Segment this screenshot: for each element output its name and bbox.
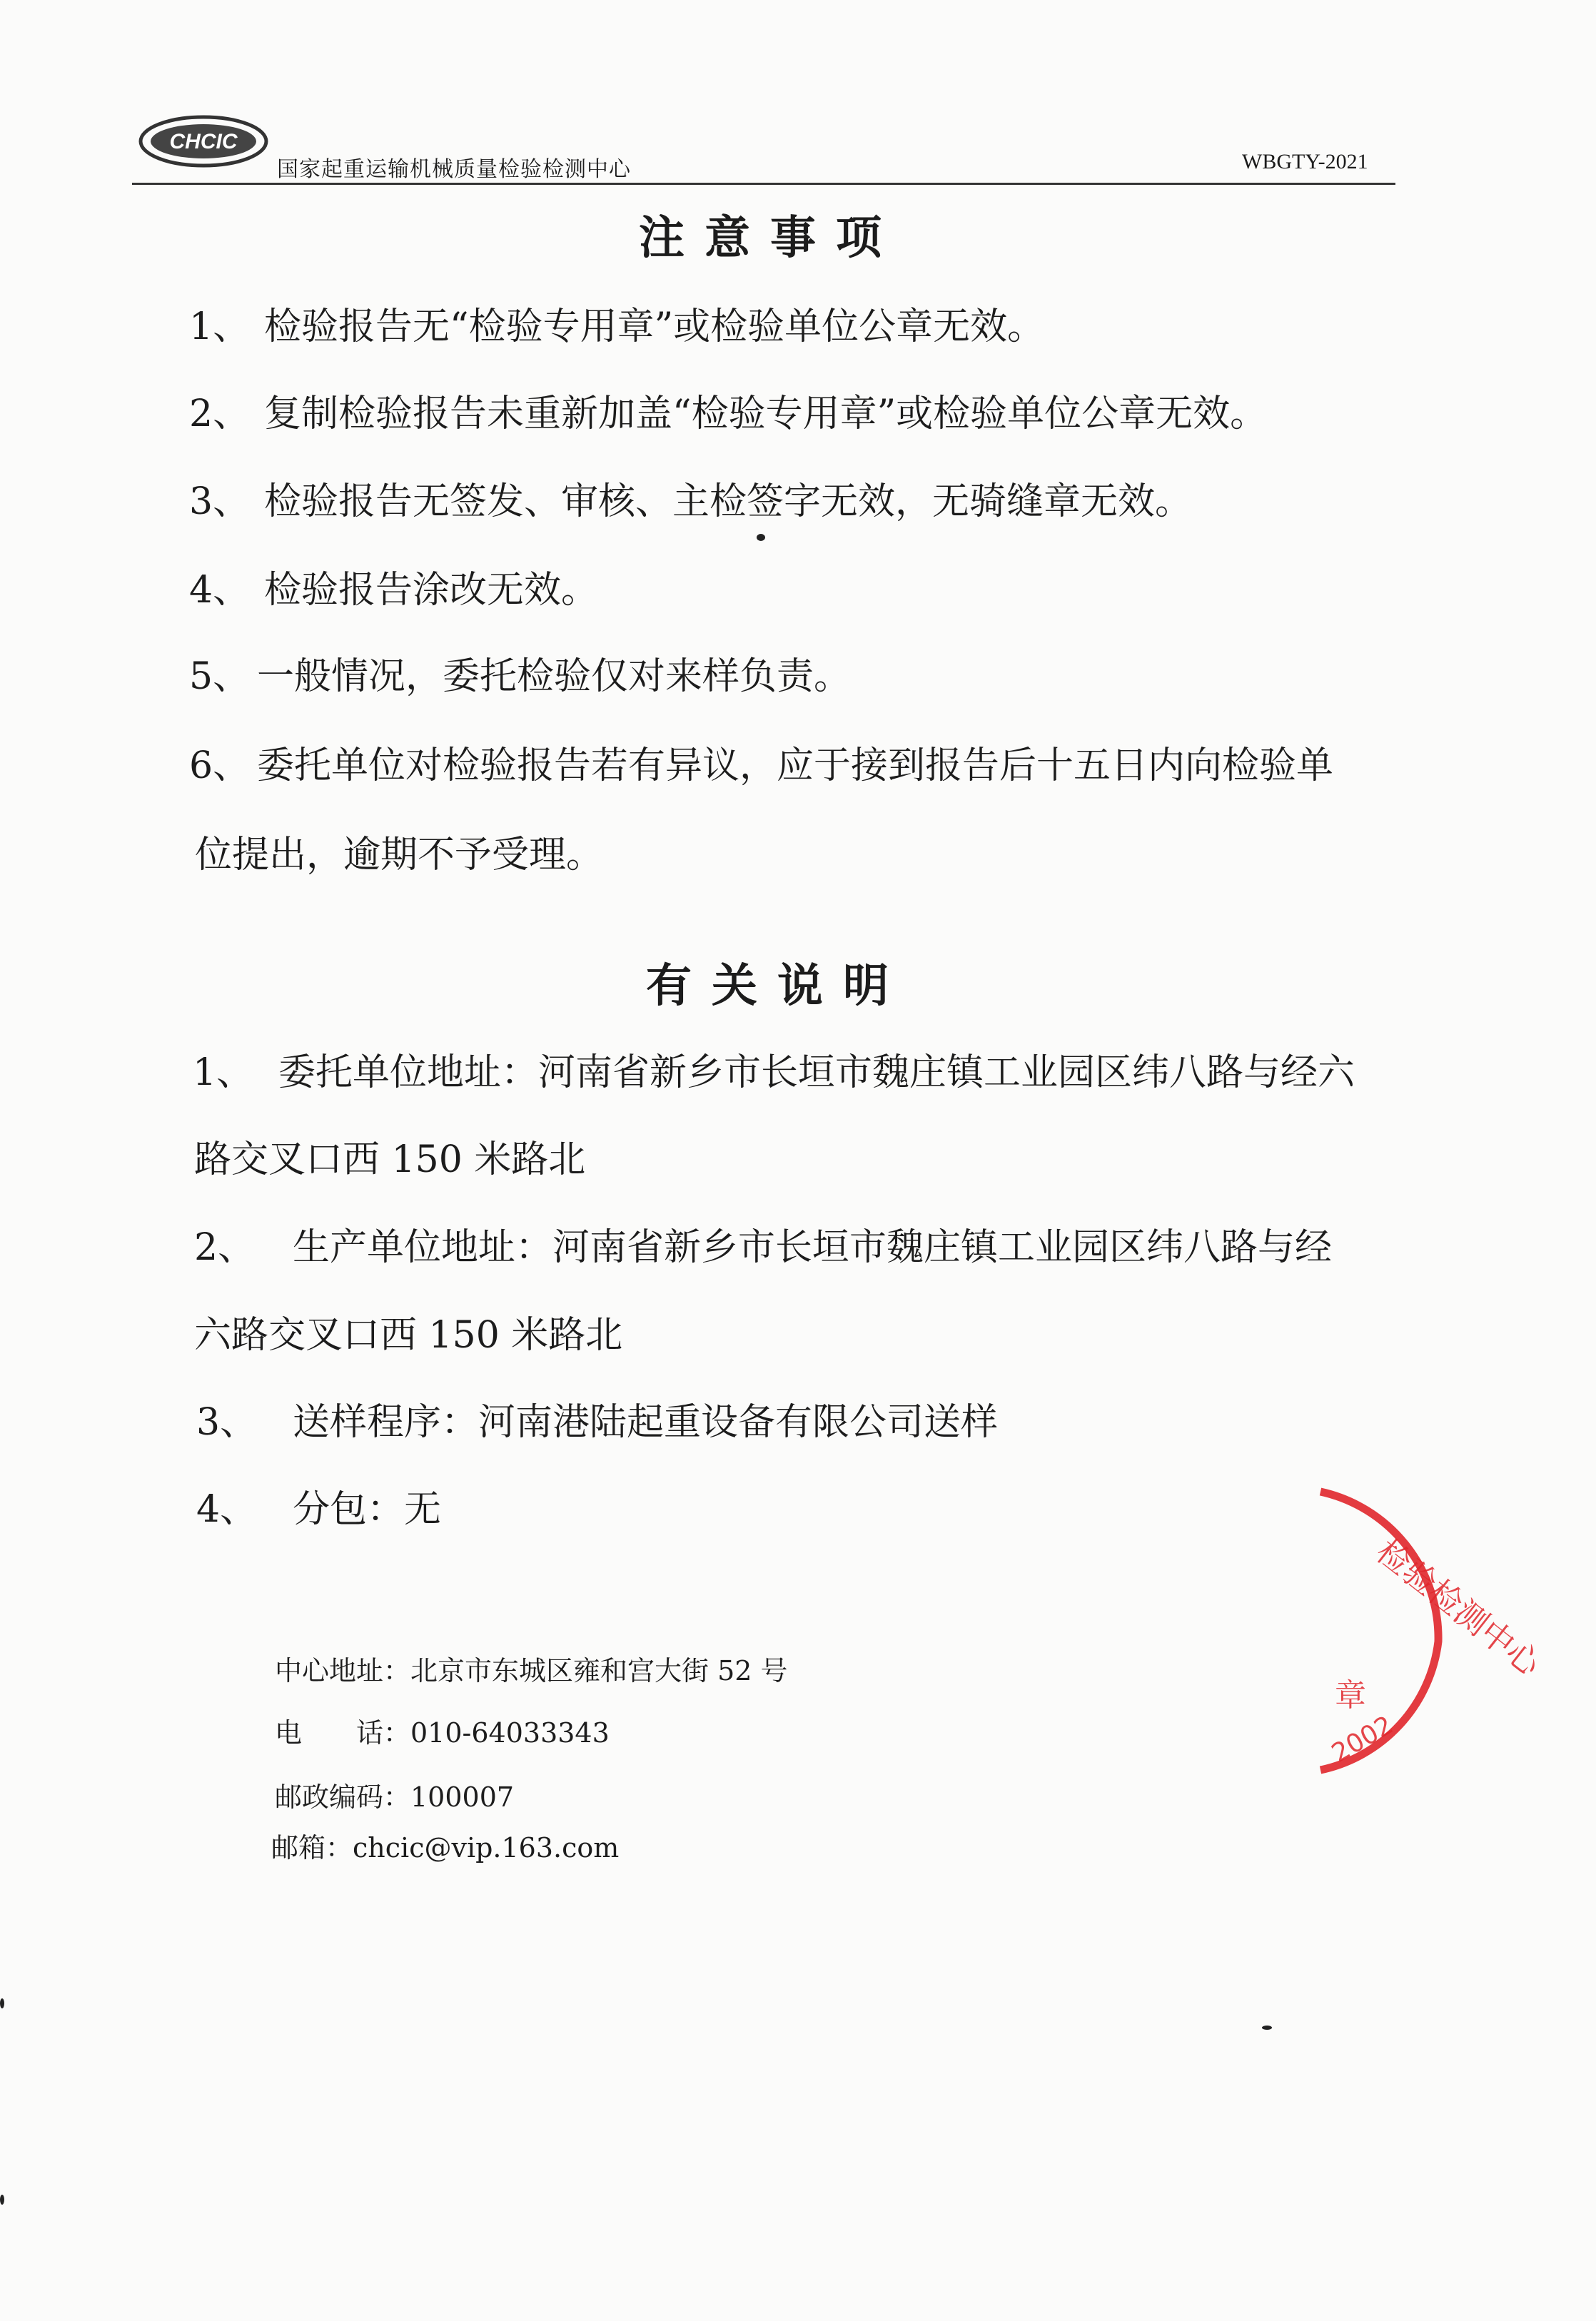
org-name: 国家起重运输机械质量检验检测中心 <box>277 157 631 182</box>
header-divider <box>132 183 1395 185</box>
seal-year: 2002 <box>1327 1710 1398 1769</box>
notice-text: 委托单位对检验报告若有异议，应于接到报告后十五日内向检验单 <box>257 744 1334 787</box>
explanation-text: 生产单位地址：河南省新乡市长垣市魏庄镇工业园区纬八路与经 <box>293 1226 1333 1269</box>
logo-text: CHCIC <box>169 130 238 153</box>
explanation-text-continued: 六路交叉口西 150 米路北 <box>194 1314 623 1357</box>
center-postcode: 邮政编码：100007 <box>275 1781 515 1813</box>
notice-text: 检验报告无签发、审核、主检签字无效，无骑缝章无效。 <box>264 480 1193 523</box>
explanation-number: 1、 <box>193 1051 254 1094</box>
scan-speck <box>0 2195 4 2205</box>
explanation-number: 4、 <box>196 1488 258 1531</box>
notice-number: 4、 <box>189 569 251 612</box>
official-seal <box>1306 1470 1548 1799</box>
explanation-text: 分包：无 <box>293 1488 442 1531</box>
notice-number: 5、 <box>189 655 251 698</box>
center-phone: 电 话：010-64033343 <box>275 1717 610 1749</box>
notice-text: 复制检验报告未重新加盖“检验专用章”或检验单位公章无效。 <box>264 393 1268 435</box>
center-address: 中心地址：北京市东城区雍和宫大街 52 号 <box>275 1655 788 1687</box>
explanation-text-continued: 路交叉口西 150 米路北 <box>194 1138 586 1181</box>
scan-speck <box>757 534 765 541</box>
seal-text: 检验检测中心 <box>1369 1532 1548 1684</box>
notice-text: 一般情况，委托检验仅对来样负责。 <box>257 655 852 698</box>
chcic-logo <box>136 111 271 183</box>
notice-number: 1、 <box>189 305 251 348</box>
scan-speck <box>1262 2026 1272 2030</box>
notice-text: 检验报告无“检验专用章”或检验单位公章无效。 <box>264 305 1045 348</box>
notices-title: 注意事项 <box>639 211 901 265</box>
notice-number: 3、 <box>189 480 251 523</box>
explanation-number: 2、 <box>194 1226 256 1269</box>
notice-text-continued: 位提出，逾期不予受理。 <box>195 834 604 876</box>
explanation-title: 有关说明 <box>646 959 909 1013</box>
notice-number: 2、 <box>189 393 251 435</box>
explanation-number: 3、 <box>196 1401 258 1444</box>
explanation-text: 委托单位地址：河南省新乡市长垣市魏庄镇工业园区纬八路与经六 <box>278 1051 1355 1094</box>
notice-number: 6、 <box>189 744 251 787</box>
center-email: 邮箱：chcic@vip.163.com <box>271 1832 620 1864</box>
document-code: WBGTY-2021 <box>1242 150 1368 173</box>
seal-char: 章 <box>1335 1677 1366 1714</box>
notice-text: 检验报告涂改无效。 <box>264 569 599 612</box>
explanation-text: 送样程序：河南港陆起重设备有限公司送样 <box>293 1401 999 1444</box>
scan-speck <box>0 1998 4 2008</box>
